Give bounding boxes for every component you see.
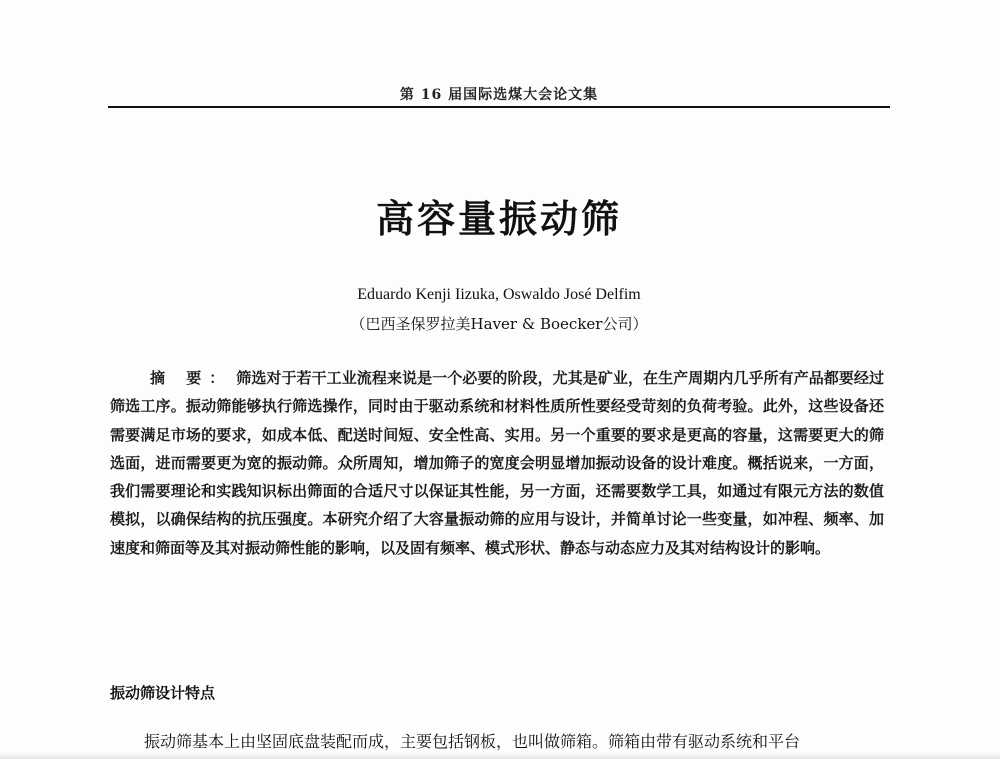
running-header: 第 16 届国际选煤大会论文集 [399, 87, 599, 103]
author-affiliation: （巴西圣保罗拉美Haver & Boecker公司） [350, 315, 648, 333]
abstract-label: 摘 要： [150, 369, 233, 387]
header-rule [108, 106, 890, 108]
section-heading: 振动筛设计特点 [110, 684, 216, 702]
scan-edge-shadow [0, 752, 1000, 759]
abstract-text: 筛选对于若干工业流程来说是一个必要的阶段，尤其是矿业，在生产周期内几乎所有产品都要经过筛选工序。振动筛能够执行筛选操作，同时由于驱动系统和材料性质所性要经受苛刻的负荷考验。此外，这些设备还需要满足市场的要求，如成本低、配送时间短、安全性高、实用。另一个重要的要求是更高的容量，这需要更大的筛选面，进而需要更为宽的振动筛。众所周知，增加筛子的宽度会明显增加振动设备的设计难度。概括说来，一方面，我们需要理论和实践知识标出筛面的合适尺寸以保证其性能，另一方面，还需要数学工具，如通过有限元方法的数值模拟，以确保结构的抗压强度。本研究介绍了大容量振动筛的应用与设计，并简单讨论一些变量，如冲程、频率、加速度和筛面等及其对振动筛性能的影响，以及固有频率、模式形状、静态与动态应力及其对结构设计的影响。 [110, 369, 884, 557]
body-paragraph: 振动筛基本上由坚固底盘装配而成，主要包括钢板，也叫做筛箱。筛箱由带有驱动系统和平台 [144, 732, 801, 751]
author-list: Eduardo Kenji Iizuka, Oswaldo José Delfim [357, 286, 641, 303]
paper-title: 高容量振动筛 [375, 197, 622, 241]
abstract [110, 364, 884, 562]
